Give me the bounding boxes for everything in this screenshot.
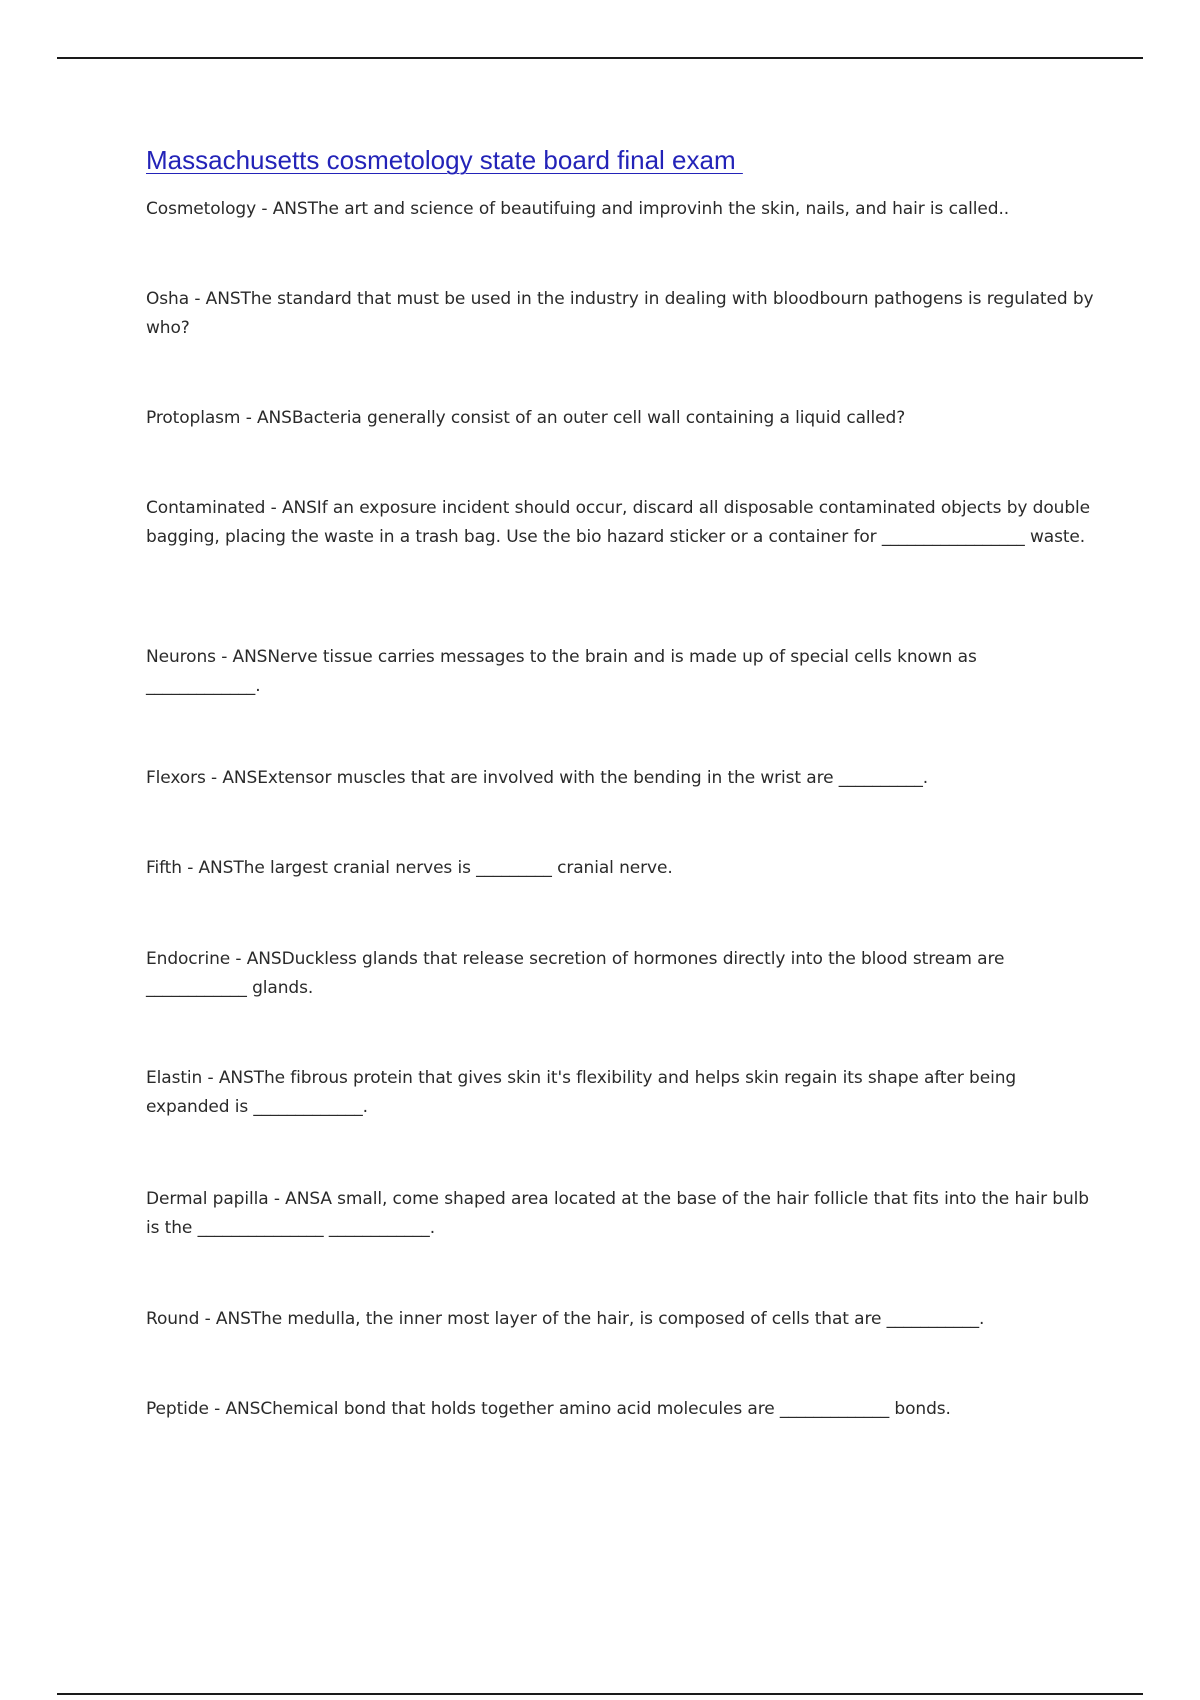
- qa-entry-round: Round - ANSThe medulla, the inner most layer of the hair, is composed of cells that are ___________.: [146, 1309, 985, 1329]
- qa-entry-elastin: Elastin - ANSThe fibrous protein that gives skin it's flexibility and helps skin regain its shape after being expanded is _____________.: [146, 1068, 1017, 1117]
- footer-rule: [57, 1693, 1143, 1695]
- document-title: Massachusetts cosmetology state board final exam: [146, 145, 743, 175]
- qa-entry-fifth: Fifth - ANSThe largest cranial nerves is _________ cranial nerve.: [146, 858, 673, 878]
- qa-entry-endocrine: Endocrine - ANSDuckless glands that release secretion of hormones directly into the blood stream are ____________ glands.: [146, 949, 1005, 998]
- qa-entry-dermal-papilla: Dermal papilla - ANSA small, come shaped area located at the base of the hair follicle that fits into the hair bulb is the _______________ ____________.: [146, 1189, 1089, 1238]
- qa-entry-peptide: Peptide - ANSChemical bond that holds together amino acid molecules are _____________ bonds.: [146, 1399, 951, 1419]
- qa-entry-flexors: Flexors - ANSExtensor muscles that are involved with the bending in the wrist are __________.: [146, 768, 929, 788]
- qa-entry-osha: Osha - ANSThe standard that must be used in the industry in dealing with bloodbourn pathogens is regulated by who?: [146, 289, 1094, 338]
- qa-entry-contaminated: Contaminated - ANSIf an exposure incident should occur, discard all disposable contaminated objects by double bagging, placing the waste in a trash bag. Use the bio hazard sticker or a container for _________________ waste.: [146, 498, 1091, 547]
- header-rule: [57, 57, 1143, 59]
- qa-entry-protoplasm: Protoplasm - ANSBacteria generally consist of an outer cell wall containing a liquid called?: [146, 408, 906, 428]
- qa-entry-neurons: Neurons - ANSNerve tissue carries messages to the brain and is made up of special cells known as _____________.: [146, 647, 977, 696]
- qa-entry-cosmetology: Cosmetology - ANSThe art and science of beautifuing and improvinh the skin, nails, and hair is called..: [146, 199, 1010, 219]
